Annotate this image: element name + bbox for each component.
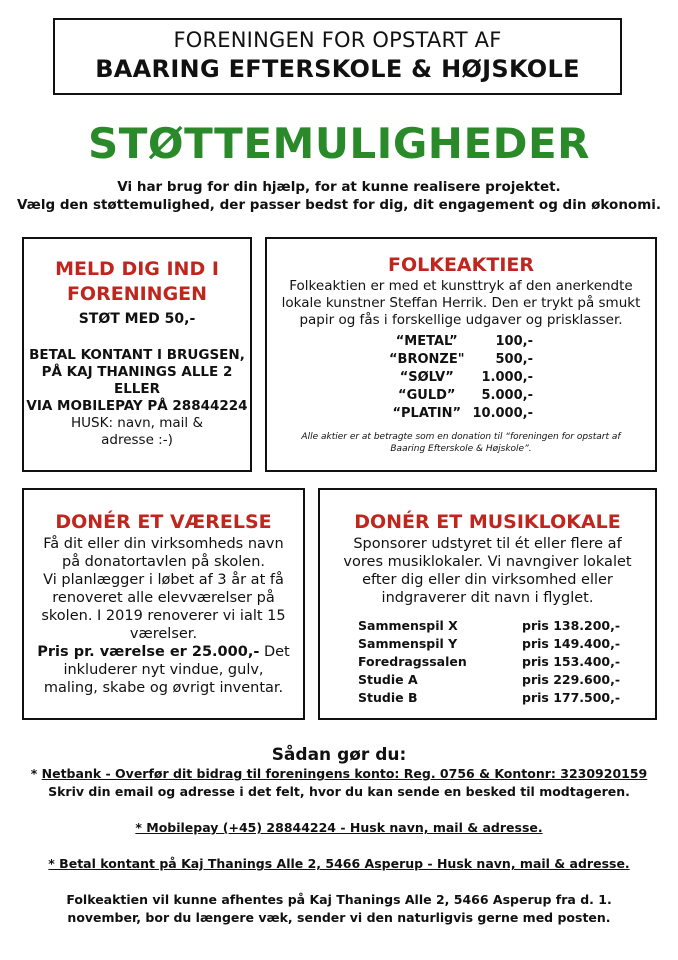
membership-pay-1: BETAL KONTANT I BRUGSEN, xyxy=(29,347,245,363)
price-row xyxy=(385,405,537,423)
folkeaktier-desc-1: Folkeaktien er med et kunsttryk af den anerkendte xyxy=(289,278,633,294)
music-room-price: pris 149.400,- xyxy=(522,636,621,651)
intro-line-1: Vi har brug for din hjælp, for at kunne realisere projektet. xyxy=(117,179,561,195)
music-room-row xyxy=(358,671,620,689)
donate-room-line-2: på donatortavlen på skolen. xyxy=(61,554,266,570)
music-room-price: pris 153.400,- xyxy=(522,654,621,669)
price-name: “METAL” xyxy=(395,334,458,349)
pickup-line-2: november, bor du længere væk, sender vi den naturligvis gerne med posten. xyxy=(67,910,611,925)
price-name: “SØLV” xyxy=(399,370,454,385)
music-room-name: Studie B xyxy=(358,690,418,705)
page-title: STØTTEMULIGHEDER xyxy=(87,119,591,168)
donate-room-price-bold: Pris pr. værelse er 25.000,- xyxy=(37,644,260,660)
music-room-row xyxy=(358,635,620,653)
music-room-price: pris 138.200,- xyxy=(522,618,621,633)
donate-room-line-4: renoveret alle elevværelser på xyxy=(52,590,275,606)
price-list xyxy=(385,333,537,423)
folkeaktier-desc-3: papir og fås i forskellige udgaver og prisklasser. xyxy=(299,312,623,328)
netbank-star: * xyxy=(30,766,42,781)
header-line-1: FORENINGEN FOR OPSTART AF xyxy=(173,28,502,52)
price-row xyxy=(385,351,537,369)
price-row xyxy=(385,333,537,351)
how-to-heading: Sådan gør du: xyxy=(271,745,407,765)
donate-room-line-3: Vi planlægger i løbet af 3 år at få xyxy=(43,572,284,588)
header-line-2: BAARING EFTERSKOLE & HØJSKOLE xyxy=(95,55,580,83)
price-value: 1.000,- xyxy=(481,370,533,385)
membership-title-1: MELD DIG IND I xyxy=(55,258,219,280)
membership-pay-4: VIA MOBILEPAY PÅ 28844224 xyxy=(26,398,248,414)
folkeaktier-title: FOLKEAKTIER xyxy=(387,254,534,276)
music-room-row xyxy=(358,689,620,707)
membership-title-2: FORENINGEN xyxy=(66,283,208,305)
donate-room-title: DONÉR ET VÆRELSE xyxy=(55,511,272,533)
price-value: 10.000,- xyxy=(472,406,533,421)
donate-music-line-3: efter dig eller din virksomhed eller xyxy=(362,572,613,588)
music-room-price: pris 229.600,- xyxy=(522,672,621,687)
cash-instruction: * Betal kontant på Kaj Thanings Alle 2, 5466 Asperup - Husk navn, mail & adresse. xyxy=(48,856,630,871)
music-room-name: Studie A xyxy=(358,672,418,687)
membership-support: STØT MED 50,- xyxy=(78,311,196,327)
netbank-subtext: Skriv din email og adresse i det felt, hvor du kan sende en besked til modtageren. xyxy=(48,784,630,799)
pickup-line-1: Folkeaktien vil kunne afhentes på Kaj Thanings Alle 2, 5466 Asperup fra d. 1. xyxy=(66,892,612,907)
intro-line-2: Vælg den støttemulighed, der passer bedst for dig, dit engagement og din økonomi. xyxy=(16,197,662,213)
membership-pay-3: ELLER xyxy=(113,381,161,397)
donate-room-line-8: inkluderer nyt vindue, gulv, xyxy=(63,662,264,678)
donate-room-price xyxy=(24,643,303,661)
donate-music-line-4: indgraverer dit navn i flyglet. xyxy=(381,590,594,606)
folkeaktier-note-1: Alle aktier er at betragte som en donation til “foreningen for opstart af xyxy=(301,432,621,442)
music-room-name: Sammenspil X xyxy=(358,618,458,633)
price-row xyxy=(385,369,537,387)
music-room-list xyxy=(358,617,620,707)
folkeaktier-desc-2: lokale kunstner Steffan Herrik. Den er trykt på smukt xyxy=(281,295,641,311)
music-room-name: Sammenspil Y xyxy=(358,636,458,651)
donate-music-box xyxy=(318,488,657,720)
music-room-price: pris 177.500,- xyxy=(522,690,621,705)
header-box xyxy=(53,18,622,95)
donate-room-price-rest: Det xyxy=(259,644,290,660)
folkeaktier-note xyxy=(267,431,655,455)
how-to-section xyxy=(0,745,678,927)
price-name: “PLATIN” xyxy=(392,406,462,421)
donate-music-line-1: Sponsorer udstyret til ét eller flere af xyxy=(353,536,622,552)
music-room-row xyxy=(358,653,620,671)
price-name: “GULD” xyxy=(398,388,456,403)
donate-room-line-5: skolen. I 2019 renoverer vi ialt 15 xyxy=(41,608,286,624)
donate-room-line-9: maling, skabe og øvrigt inventar. xyxy=(43,680,284,696)
folkeaktier-box xyxy=(265,237,657,472)
membership-husk-1: HUSK: navn, mail & xyxy=(71,415,203,431)
donate-room-line-1: Få dit eller din virksomheds navn xyxy=(43,536,284,552)
membership-box xyxy=(22,237,252,472)
netbank-text: Netbank - Overfør dit bidrag til foreningens konto: Reg. 0756 & Kontonr: 3230920159 xyxy=(41,766,648,781)
donate-music-line-2: vores musiklokaler. Vi navngiver lokalet xyxy=(343,554,632,570)
donate-room-box xyxy=(22,488,305,720)
membership-pay-2: PÅ KAJ THANINGS ALLE 2 xyxy=(41,364,233,380)
price-value: 100,- xyxy=(495,334,533,349)
music-room-name: Foredragssalen xyxy=(358,654,467,669)
folkeaktier-note-2: Baaring Efterskole & Højskole”. xyxy=(390,444,532,454)
price-row xyxy=(385,387,537,405)
price-name: “BRONZE" xyxy=(389,352,465,367)
price-value: 500,- xyxy=(495,352,533,367)
price-value: 5.000,- xyxy=(481,388,533,403)
donate-room-line-6: værelser. xyxy=(129,626,198,642)
membership-husk-2: adresse :-) xyxy=(101,432,173,448)
intro-text xyxy=(0,178,678,214)
netbank-instruction xyxy=(0,765,678,783)
donate-music-title: DONÉR ET MUSIKLOKALE xyxy=(354,511,621,533)
mobilepay-instruction: * Mobilepay (+45) 28844224 - Husk navn, mail & adresse. xyxy=(135,820,543,835)
music-room-row xyxy=(358,617,620,635)
